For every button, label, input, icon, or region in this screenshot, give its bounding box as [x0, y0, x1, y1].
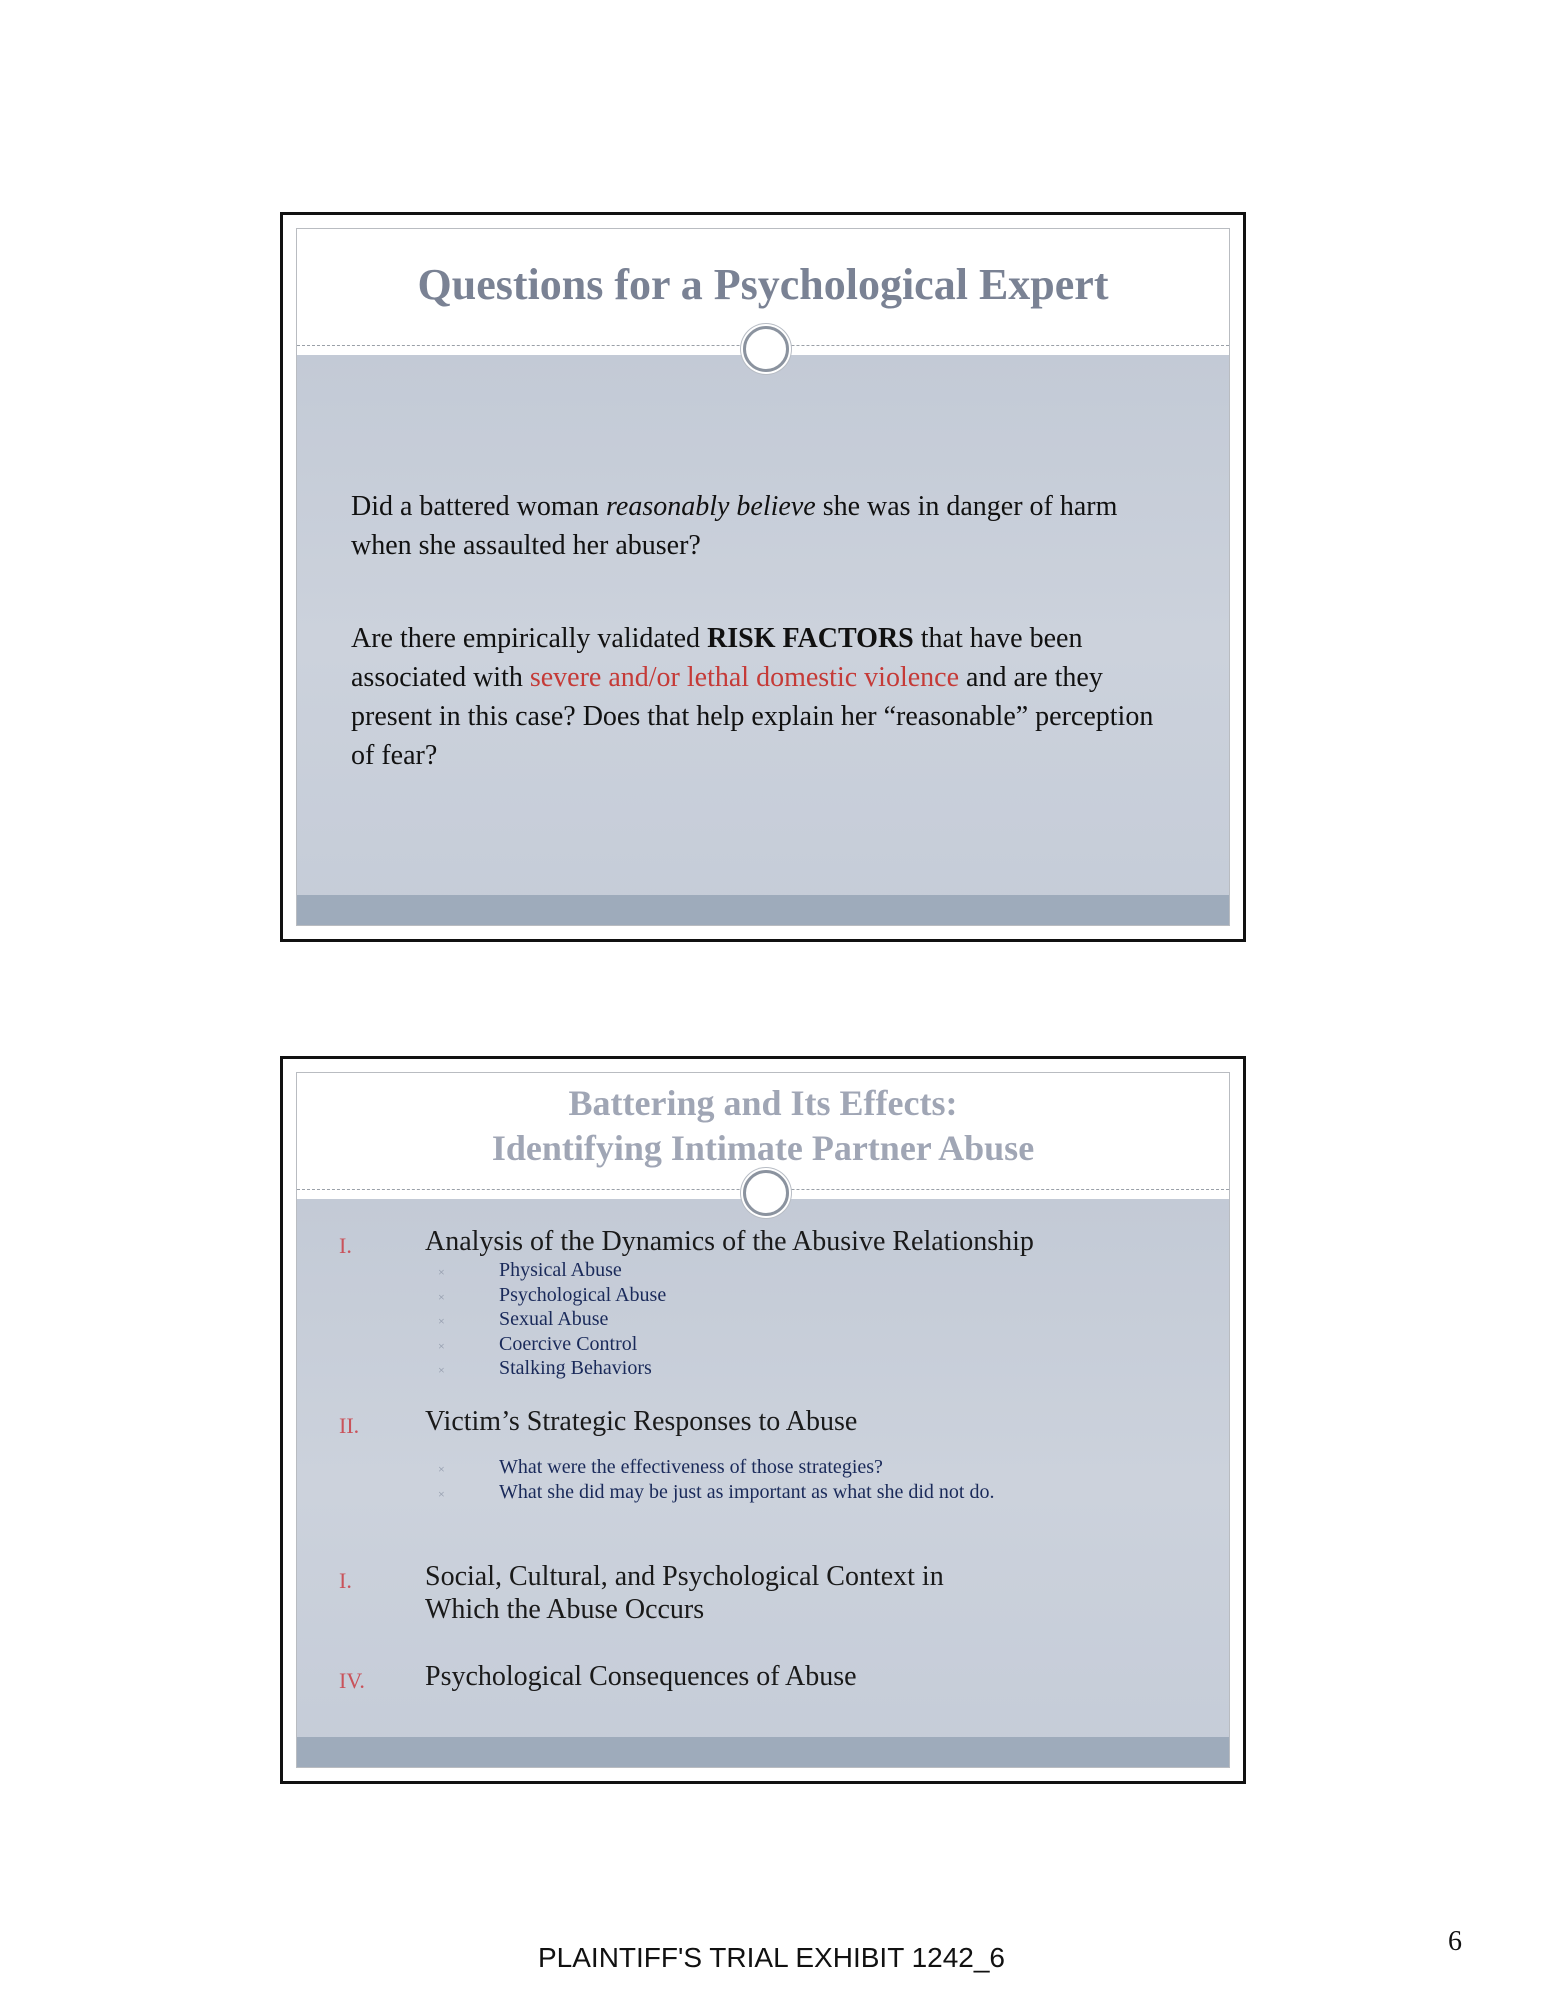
sub-item	[438, 1356, 666, 1381]
slide-battering	[280, 1056, 1246, 1784]
outline-heading-line-1: Social, Cultural, and Psychological Context in	[425, 1561, 944, 1592]
slide-frame	[296, 1072, 1230, 1768]
slide-footer-band	[297, 895, 1229, 925]
q2-text-mid: that have been associated with	[351, 623, 1083, 693]
outline-number: I.	[339, 1233, 352, 1258]
q2-risk-factors: RISK FACTORS	[707, 623, 914, 654]
x-bullet-icon: ×	[438, 1265, 445, 1279]
sub-item-text: What she did may be just as important as what she did not do.	[499, 1480, 995, 1503]
slide-title	[297, 1081, 1229, 1171]
outline-heading: Victim’s Strategic Responses to Abuse	[425, 1406, 858, 1437]
outline-heading-line-2: Which the Abuse Occurs	[425, 1594, 705, 1625]
sub-item	[438, 1332, 666, 1357]
question-two	[351, 619, 1169, 775]
q2-text: Are there empirically validated	[351, 623, 708, 654]
title-line-2: Identifying Intimate Partner Abuse	[491, 1128, 1035, 1168]
sub-item-text: Psychological Abuse	[499, 1283, 667, 1306]
sub-item	[438, 1455, 994, 1480]
q1-emphasis: reasonably believe	[606, 491, 816, 522]
sub-item-text: Coercive Control	[499, 1332, 638, 1355]
sub-item-text: What were the effectiveness of those strategies?	[499, 1456, 883, 1478]
sub-item-text: Physical Abuse	[499, 1259, 622, 1281]
q1-text-end: she was in danger of harm when she assaulted her abuser?	[351, 491, 1118, 561]
sub-item-text: Sexual Abuse	[499, 1308, 609, 1330]
x-bullet-icon: ×	[438, 1486, 445, 1501]
sub-item-text: Stalking Behaviors	[499, 1357, 652, 1379]
sub-item	[438, 1258, 666, 1283]
exhibit-label: PLAINTIFF'S TRIAL EXHIBIT 1242_6	[537, 1942, 1006, 1973]
outline-heading	[425, 1560, 944, 1626]
x-bullet-icon: ×	[438, 1289, 445, 1304]
outline-number: II.	[339, 1413, 360, 1438]
circle-ornament-icon	[743, 326, 789, 372]
page-number: 6	[1448, 1926, 1462, 1957]
x-bullet-icon: ×	[438, 1338, 445, 1353]
q1-text: Did a battered woman	[351, 491, 607, 522]
slide-questions	[280, 212, 1246, 942]
x-bullet-icon: ×	[438, 1363, 445, 1377]
sub-item	[438, 1480, 995, 1505]
q2-highlight: severe and/or lethal domestic violence	[529, 662, 960, 693]
slide-frame	[296, 228, 1230, 926]
slide-footer-band	[297, 1737, 1229, 1767]
question-one	[351, 487, 1169, 565]
sub-list	[438, 1258, 667, 1381]
outline-number: I.	[339, 1568, 352, 1593]
sub-item	[438, 1307, 666, 1332]
outline-number: IV.	[339, 1668, 365, 1693]
sub-item	[438, 1283, 667, 1308]
outline-heading: Analysis of the Dynamics of the Abusive Relationship	[425, 1226, 1034, 1257]
q2-text-end: and are they present in this case? Does that help explain her “reasonable” perception of fear?	[351, 662, 1154, 771]
circle-ornament-icon	[743, 1170, 789, 1216]
sub-list	[438, 1455, 995, 1504]
slide-title: Questions for a Psychological Expert	[417, 260, 1109, 309]
title-line-1: Battering and Its Effects:	[568, 1083, 958, 1123]
x-bullet-icon: ×	[438, 1462, 445, 1476]
outline-heading: Psychological Consequences of Abuse	[425, 1661, 857, 1692]
x-bullet-icon: ×	[438, 1314, 445, 1328]
